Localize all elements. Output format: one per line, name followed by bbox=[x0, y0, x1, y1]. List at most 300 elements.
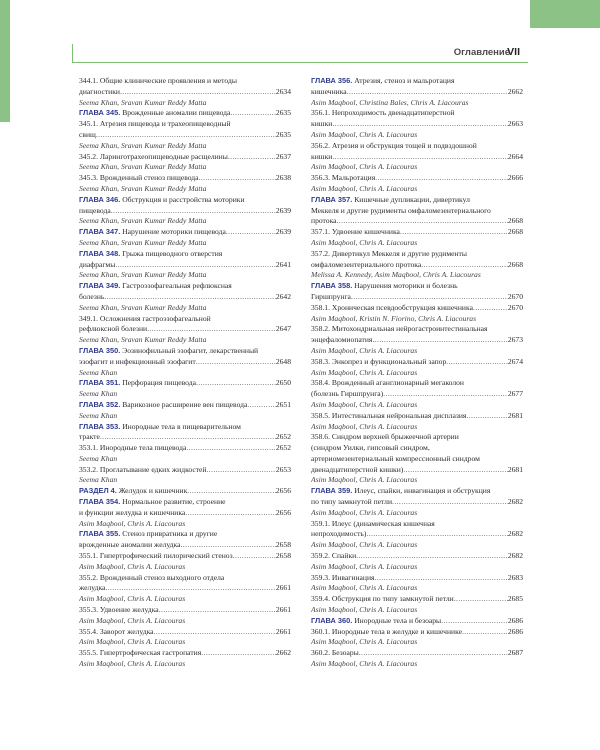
author-names: Seema Khan, Sravan Kumar Reddy Matta bbox=[79, 237, 207, 247]
toc-entry bbox=[311, 529, 523, 540]
dot-leader bbox=[120, 87, 276, 98]
page-ref: 2650 bbox=[275, 378, 291, 388]
toc-entry bbox=[79, 583, 291, 594]
dot-leader bbox=[383, 389, 508, 400]
dot-leader bbox=[196, 357, 276, 368]
dot-leader bbox=[462, 627, 508, 638]
page-ref: 2668 bbox=[507, 227, 523, 237]
page-ref: 2638 bbox=[275, 173, 291, 183]
toc-author bbox=[311, 508, 523, 519]
author-names: Melissa A. Kennedy, Asim Maqbool, Chris A. Liacouras bbox=[311, 270, 481, 280]
dot-leader bbox=[332, 152, 507, 163]
author-names: Asim Maqbool, Chris A. Liacouras bbox=[311, 540, 418, 550]
entry-text: (синдром Уилки, гипсовый синдром, bbox=[311, 443, 430, 453]
heading-text bbox=[79, 227, 226, 238]
author-names: Asim Maqbool, Chris A. Liacouras bbox=[311, 162, 418, 172]
page-ref: 2639 bbox=[275, 205, 291, 215]
toc-entry bbox=[311, 357, 523, 368]
page-ref: 2652 bbox=[275, 432, 291, 442]
toc-author bbox=[79, 335, 291, 346]
toc-entry bbox=[311, 573, 523, 584]
dot-leader bbox=[400, 227, 508, 238]
toc-author bbox=[311, 422, 523, 433]
toc-entry bbox=[79, 292, 291, 303]
page-ref: 2686 bbox=[507, 615, 523, 625]
toc-entry-line bbox=[79, 119, 291, 130]
entry-text: 358.2. Митохондриальная нейрогастроинтестинальная bbox=[311, 324, 488, 334]
chapter-label: ГЛАВА 345. bbox=[79, 108, 121, 118]
toc-entry-line bbox=[311, 324, 523, 335]
entry-text: 357.1. Удвоение кишечника bbox=[311, 227, 400, 237]
page-ref: 2637 bbox=[275, 151, 291, 161]
toc-entry bbox=[79, 152, 291, 163]
corner-accent-block bbox=[530, 0, 600, 28]
toc-author bbox=[79, 216, 291, 227]
author-names: Asim Maqbool, Chris A. Liacouras bbox=[79, 518, 186, 528]
section-label: РАЗДЕЛ 4. bbox=[79, 486, 117, 496]
toc-entry bbox=[311, 303, 523, 314]
author-names: Seema Khan, Sravan Kumar Reddy Matta bbox=[79, 270, 207, 280]
entry-text: 359.1. Илеус (динамическая кишечная bbox=[311, 518, 435, 528]
toc-author bbox=[311, 637, 523, 648]
entry-text: 358.1. Хроническая псевдообструкция кишечника bbox=[311, 302, 473, 312]
chapter-title: Инородные тела и безоары bbox=[354, 615, 442, 625]
dot-leader bbox=[392, 497, 508, 508]
toc-chapter-heading bbox=[311, 281, 523, 292]
entry-text: по типу замкнутой петли bbox=[311, 497, 393, 507]
toc-entry bbox=[311, 292, 523, 303]
dot-leader bbox=[372, 335, 507, 346]
author-names: Seema Khan, Sravan Kumar Reddy Matta bbox=[79, 140, 207, 150]
toc-chapter-heading bbox=[79, 108, 291, 119]
dot-leader bbox=[159, 605, 276, 616]
author-names: Asim Maqbool, Chris A. Liacouras bbox=[311, 237, 418, 247]
author-names: Asim Maqbool, Chris A. Liacouras bbox=[311, 583, 418, 593]
chapter-title: Эозинофильный эзофагит, лекарственный bbox=[122, 345, 259, 355]
dot-leader bbox=[347, 87, 508, 98]
entry-text: 349.1. Осложнения гастроэзофагеальной bbox=[79, 313, 211, 323]
chapter-title: Илеус, спайки, инвагинация и обструкция bbox=[354, 486, 491, 496]
toc-entry bbox=[311, 152, 523, 163]
chapter-label: ГЛАВА 348. bbox=[79, 248, 121, 258]
chapter-label: ГЛАВА 346. bbox=[79, 194, 121, 204]
toc-entry bbox=[311, 389, 523, 400]
page-ref: 2666 bbox=[507, 173, 523, 183]
entry-text: пищевода bbox=[79, 205, 111, 215]
toc-entry bbox=[311, 497, 523, 508]
page-ref: 2677 bbox=[507, 389, 523, 399]
entry-text: 344.1. Общие клинические проявления и методы bbox=[79, 76, 237, 85]
entry-text: омфаломезентериального протока bbox=[311, 259, 422, 269]
toc-entry bbox=[79, 432, 291, 443]
entry-text: желудка bbox=[79, 583, 106, 593]
dot-leader bbox=[473, 303, 508, 314]
toc-entry bbox=[79, 540, 291, 551]
chapter-label: ГЛАВА 356. bbox=[311, 76, 353, 85]
toc-entry bbox=[311, 551, 523, 562]
chapter-label: ГЛАВА 360. bbox=[311, 615, 353, 625]
toc-entry bbox=[311, 216, 523, 227]
toc-entry-line bbox=[311, 108, 523, 119]
dot-leader bbox=[100, 432, 276, 443]
page-ref: 2635 bbox=[275, 108, 291, 118]
dot-leader bbox=[454, 594, 508, 605]
author-names: Seema Khan bbox=[79, 453, 118, 463]
chapter-label: ГЛАВА 347. bbox=[79, 227, 121, 237]
heading-text bbox=[79, 378, 196, 389]
toc-author bbox=[311, 475, 523, 486]
toc-entry bbox=[79, 605, 291, 616]
chapter-title: Стеноз привратника и другие bbox=[122, 529, 218, 539]
entry-text: 360.2. Безоары bbox=[311, 648, 359, 658]
page-ref: 2661 bbox=[275, 605, 291, 615]
dot-leader bbox=[96, 130, 276, 141]
dot-leader bbox=[187, 486, 276, 497]
chapter-label: ГЛАВА 351. bbox=[79, 378, 121, 388]
toc-section-heading bbox=[79, 486, 291, 497]
toc-author bbox=[79, 389, 291, 400]
page-ref: 2681 bbox=[507, 464, 523, 474]
page-ref: 2682 bbox=[507, 529, 523, 539]
chapter-label: ГЛАВА 358. bbox=[311, 281, 353, 291]
entry-text: 358.4. Врожденный аганглионарный мегаколон bbox=[311, 378, 464, 388]
heading-text bbox=[79, 108, 230, 119]
entry-text: 356.3. Мальротация bbox=[311, 173, 376, 183]
dot-leader bbox=[359, 648, 508, 659]
page-number: VII bbox=[507, 46, 520, 58]
dot-leader bbox=[332, 119, 507, 130]
toc-entry bbox=[311, 173, 523, 184]
entry-text: кишки bbox=[311, 119, 333, 129]
running-header-title: Оглавление bbox=[453, 47, 510, 58]
toc-entry-line bbox=[79, 314, 291, 325]
page-ref: 2663 bbox=[507, 119, 523, 129]
author-names: Asim Maqbool, Chris A. Liacouras bbox=[79, 561, 186, 571]
toc-entry-line bbox=[311, 378, 523, 389]
chapter-title: Нарушения моторики и болезнь bbox=[354, 281, 458, 291]
author-names: Asim Maqbool, Chris A. Liacouras bbox=[79, 615, 186, 625]
toc-entry bbox=[311, 465, 523, 476]
heading-text bbox=[311, 616, 441, 627]
entry-text: 356.2. Атрезия и обструкция тощей и подвздошной bbox=[311, 140, 477, 150]
toc-entry bbox=[79, 551, 291, 562]
page-ref: 2668 bbox=[507, 216, 523, 226]
author-names: Seema Khan bbox=[79, 410, 118, 420]
toc-entry bbox=[79, 324, 291, 335]
page-ref: 2661 bbox=[275, 583, 291, 593]
entry-text: 358.6. Синдром верхней брыжеечной артерии bbox=[311, 432, 459, 442]
toc-author bbox=[79, 616, 291, 627]
entry-text: 345.3. Врожденный стеноз пищевода bbox=[79, 173, 199, 183]
page-ref: 2664 bbox=[507, 151, 523, 161]
page-ref: 2658 bbox=[275, 551, 291, 561]
toc-chapter-heading bbox=[311, 76, 523, 87]
toc-author bbox=[79, 475, 291, 486]
author-names: Asim Maqbool, Chris A. Liacouras bbox=[311, 561, 418, 571]
toc-author bbox=[311, 540, 523, 551]
dot-leader bbox=[375, 573, 508, 584]
entry-text: диагностики bbox=[79, 86, 120, 96]
author-names: Seema Khan, Sravan Kumar Reddy Matta bbox=[79, 335, 207, 345]
chapter-title: Варикозное расширение вен пищевода bbox=[122, 399, 248, 409]
heading-text bbox=[79, 400, 247, 411]
author-names: Asim Maqbool, Chris A. Liacouras bbox=[311, 421, 418, 431]
toc-author bbox=[79, 659, 291, 670]
page-ref: 2687 bbox=[507, 648, 523, 658]
page-ref: 2658 bbox=[275, 540, 291, 550]
dot-leader bbox=[154, 627, 276, 638]
author-names: Asim Maqbool, Christina Bales, Chris A. Liacouras bbox=[311, 97, 469, 107]
section-title: Желудок и кишечник bbox=[118, 486, 188, 496]
toc-author bbox=[79, 270, 291, 281]
side-accent-strip bbox=[0, 0, 10, 122]
chapter-title: Кишечные дупликации, дивертикул bbox=[354, 194, 470, 204]
dot-leader bbox=[446, 357, 508, 368]
toc-entry bbox=[79, 627, 291, 638]
page-ref: 2656 bbox=[275, 486, 291, 496]
chapter-title: Обструкция и расстройства моторики bbox=[122, 194, 245, 204]
toc-author bbox=[311, 314, 523, 325]
toc-entry-line bbox=[311, 432, 523, 443]
toc-entry bbox=[311, 227, 523, 238]
page-ref: 2662 bbox=[275, 648, 291, 658]
entry-text: 355.3. Удвоение желудка bbox=[79, 605, 159, 615]
toc-entry-line bbox=[311, 519, 523, 530]
toc-entry bbox=[79, 206, 291, 217]
author-names: Asim Maqbool, Chris A. Liacouras bbox=[311, 475, 418, 485]
page-ref: 2642 bbox=[275, 291, 291, 301]
author-names: Asim Maqbool, Chris A. Liacouras bbox=[311, 129, 418, 139]
toc-author bbox=[79, 519, 291, 530]
author-names: Asim Maqbool, Chris A. Liacouras bbox=[79, 659, 186, 669]
chapter-label: ГЛАВА 350. bbox=[79, 345, 121, 355]
entry-text: кишечника bbox=[311, 86, 347, 96]
toc-chapter-heading bbox=[311, 486, 523, 497]
toc-entry bbox=[311, 87, 523, 98]
page-ref: 2668 bbox=[507, 259, 523, 269]
page-ref: 2683 bbox=[507, 572, 523, 582]
dot-leader bbox=[201, 648, 276, 659]
chapter-title: Перфорация пищевода bbox=[122, 378, 196, 388]
page-ref: 2670 bbox=[507, 302, 523, 312]
dot-leader bbox=[185, 508, 276, 519]
toc-author bbox=[311, 562, 523, 573]
entry-text: 345.2. Ларинготрахеопищеводные расщелины bbox=[79, 151, 228, 161]
chapter-label: ГЛАВА 349. bbox=[79, 281, 121, 291]
author-names: Asim Maqbool, Chris A. Liacouras bbox=[311, 605, 418, 615]
chapter-title: Гастроэзофагеальная рефлюксная bbox=[122, 281, 232, 291]
entry-text: 353.1. Инородные тела пищевода bbox=[79, 443, 187, 453]
page-ref: 2681 bbox=[507, 410, 523, 420]
entry-text: 358.5. Интестинальная нейрональная дисплазия bbox=[311, 410, 467, 420]
entry-text: 355.5. Гипертрофическая гастропатия bbox=[79, 648, 202, 658]
entry-text: артериомезентериальный компрессионный синдром bbox=[311, 453, 480, 463]
dot-leader bbox=[228, 152, 276, 163]
toc-author bbox=[79, 411, 291, 422]
page-ref: 2670 bbox=[507, 291, 523, 301]
toc-chapter-heading bbox=[79, 378, 291, 389]
toc-author bbox=[311, 238, 523, 249]
entry-text: рефлюксной болезни bbox=[79, 324, 148, 334]
toc-author bbox=[311, 583, 523, 594]
author-names: Asim Maqbool, Chris A. Liacouras bbox=[311, 399, 418, 409]
toc-author bbox=[311, 270, 523, 281]
dot-leader bbox=[186, 443, 275, 454]
toc-entry bbox=[79, 465, 291, 476]
entry-text: кишки bbox=[311, 151, 333, 161]
toc-entry bbox=[79, 130, 291, 141]
chapter-title: Нормальное развитие, строение bbox=[122, 497, 226, 507]
dot-leader bbox=[351, 292, 508, 303]
page-ref: 2685 bbox=[507, 594, 523, 604]
entry-text: 356.1. Непроходимость двенадцатиперстной bbox=[311, 108, 455, 118]
author-names: Asim Maqbool, Chris A. Liacouras bbox=[311, 367, 418, 377]
toc-entry bbox=[311, 594, 523, 605]
author-names: Seema Khan bbox=[79, 475, 118, 485]
dot-leader bbox=[115, 260, 276, 271]
page-ref: 2662 bbox=[507, 86, 523, 96]
author-names: Seema Khan, Sravan Kumar Reddy Matta bbox=[79, 97, 207, 107]
toc-entry-line bbox=[311, 141, 523, 152]
toc-chapter-heading bbox=[311, 616, 523, 627]
toc-author bbox=[311, 368, 523, 379]
dot-leader bbox=[226, 227, 276, 238]
page-ref: 2648 bbox=[275, 356, 291, 366]
toc-author bbox=[79, 162, 291, 173]
toc-entry bbox=[311, 648, 523, 659]
toc-entry-line bbox=[79, 76, 291, 87]
toc-entry bbox=[79, 173, 291, 184]
chapter-label: ГЛАВА 359. bbox=[311, 486, 353, 496]
toc-author bbox=[79, 303, 291, 314]
toc-chapter-heading bbox=[79, 281, 291, 292]
chapter-label: ГЛАВА 357. bbox=[311, 194, 353, 204]
author-names: Seema Khan, Sravan Kumar Reddy Matta bbox=[79, 302, 207, 312]
author-names: Seema Khan bbox=[79, 367, 118, 377]
entry-text: протока bbox=[311, 216, 337, 226]
dot-leader bbox=[111, 206, 276, 217]
dot-leader bbox=[181, 540, 276, 551]
page-ref: 2639 bbox=[275, 227, 291, 237]
toc-author bbox=[79, 562, 291, 573]
author-names: Asim Maqbool, Chris A. Liacouras bbox=[311, 659, 418, 669]
toc-author bbox=[79, 238, 291, 249]
toc-chapter-heading bbox=[79, 497, 291, 508]
author-names: Asim Maqbool, Kristin N. Fiorino, Chris A. Liacouras bbox=[311, 313, 477, 323]
page-ref: 2635 bbox=[275, 129, 291, 139]
toc-chapter-heading bbox=[79, 249, 291, 260]
toc-author bbox=[311, 659, 523, 670]
toc-entry-line bbox=[311, 454, 523, 465]
toc-chapter-heading bbox=[79, 422, 291, 433]
chapter-label: ГЛАВА 352. bbox=[79, 399, 121, 409]
entry-text: и функции желудка и кишечника bbox=[79, 507, 186, 517]
chapter-title: Инородные тела в пищеварительном bbox=[122, 421, 241, 431]
dot-leader bbox=[375, 173, 508, 184]
dot-leader bbox=[230, 108, 275, 119]
author-names: Seema Khan, Sravan Kumar Reddy Matta bbox=[79, 183, 207, 193]
dot-leader bbox=[207, 465, 276, 476]
dot-leader bbox=[233, 551, 276, 562]
toc-entry bbox=[79, 260, 291, 271]
dot-leader bbox=[337, 216, 508, 227]
entry-text: 359.2. Спайки bbox=[311, 551, 357, 561]
toc-author bbox=[79, 98, 291, 109]
toc-entry bbox=[79, 648, 291, 659]
toc-entry bbox=[79, 87, 291, 98]
toc-entry bbox=[311, 335, 523, 346]
entry-text: Меккеля и другие рудименты омфаломезентериального bbox=[311, 205, 491, 215]
toc-entry-line bbox=[311, 206, 523, 217]
entry-text: энцефаломиопатия bbox=[311, 335, 373, 345]
entry-text: тракте bbox=[79, 432, 100, 442]
entry-text: врожденные аномалии желудка bbox=[79, 540, 181, 550]
chapter-title: Атрезия, стеноз и мальротация bbox=[354, 76, 455, 85]
toc-entry-line bbox=[79, 573, 291, 584]
toc-author bbox=[311, 346, 523, 357]
toc-entry bbox=[311, 260, 523, 271]
dot-leader bbox=[366, 529, 507, 540]
toc-chapter-heading bbox=[79, 227, 291, 238]
entry-text: 345.1. Атрезия пищевода и трахеопищеводный bbox=[79, 119, 231, 129]
toc-entry bbox=[79, 443, 291, 454]
entry-text: свищ bbox=[79, 129, 96, 139]
dot-leader bbox=[104, 292, 275, 303]
toc-chapter-heading bbox=[79, 400, 291, 411]
dot-leader bbox=[466, 411, 507, 422]
dot-leader bbox=[421, 260, 508, 271]
toc-entry bbox=[79, 508, 291, 519]
toc-entry-line bbox=[311, 249, 523, 260]
chapter-label: ГЛАВА 354. bbox=[79, 497, 121, 507]
page-ref: 2682 bbox=[507, 551, 523, 561]
toc-right-column bbox=[311, 76, 523, 670]
author-names: Asim Maqbool, Chris A. Liacouras bbox=[311, 345, 418, 355]
toc-author bbox=[311, 98, 523, 109]
entry-text: 355.2. Врожденный стеноз выходного отдела bbox=[79, 572, 225, 582]
author-names: Asim Maqbool, Chris A. Liacouras bbox=[311, 183, 418, 193]
entry-text: двенадцатиперстной кишки) bbox=[311, 464, 404, 474]
entry-text: болезнь bbox=[79, 291, 105, 301]
entry-text: 355.4. Заворот желудка bbox=[79, 626, 154, 636]
toc-chapter-heading bbox=[79, 529, 291, 540]
entry-text: 355.1. Гипертрофический пилорический стеноз bbox=[79, 551, 233, 561]
entry-text: непроходимость) bbox=[311, 529, 367, 539]
toc-author bbox=[79, 368, 291, 379]
entry-text: 359.3. Инвагинация bbox=[311, 572, 375, 582]
toc-author bbox=[311, 184, 523, 195]
author-names: Seema Khan, Sravan Kumar Reddy Matta bbox=[79, 162, 207, 172]
entry-text: Гиршпрунга bbox=[311, 291, 351, 301]
toc-entry-line bbox=[311, 443, 523, 454]
toc-author bbox=[79, 141, 291, 152]
chapter-title: Нарушение моторики пищевода bbox=[122, 227, 226, 237]
toc-author bbox=[311, 130, 523, 141]
page-ref: 2651 bbox=[275, 399, 291, 409]
dot-leader bbox=[441, 616, 508, 627]
entry-text: 353.2. Проглатывание едких жидкостей bbox=[79, 464, 207, 474]
page-ref: 2634 bbox=[275, 86, 291, 96]
page-ref: 2652 bbox=[275, 443, 291, 453]
chapter-label: ГЛАВА 355. bbox=[79, 529, 121, 539]
entry-text: эзофагит и инфекционный эзофагит bbox=[79, 356, 196, 366]
entry-text: 360.1. Инородные тела в желудке и кишечнике bbox=[311, 626, 462, 636]
author-names: Asim Maqbool, Chris A. Liacouras bbox=[79, 594, 186, 604]
toc-left-column bbox=[79, 76, 291, 670]
dot-leader bbox=[247, 400, 275, 411]
header-rule bbox=[72, 62, 528, 63]
author-names: Seema Khan bbox=[79, 389, 118, 399]
